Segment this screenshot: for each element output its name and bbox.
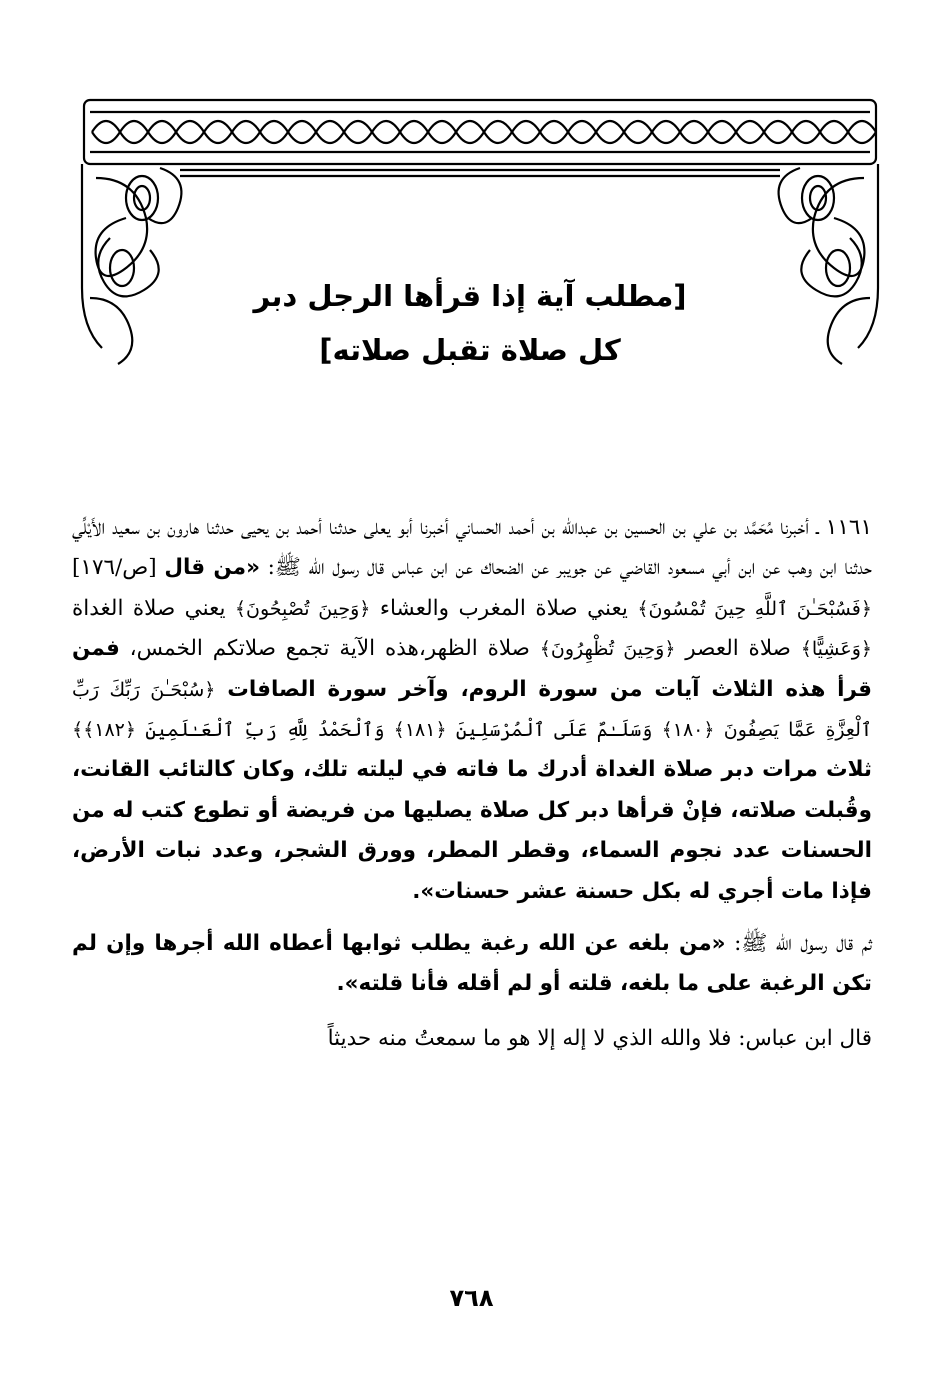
second-paragraph xyxy=(72,924,872,1005)
third-paragraph xyxy=(72,1019,872,1059)
quran-verse: ﴿وَحِينَ تُصْبِحُونَ﴾ xyxy=(234,597,371,620)
isnad-text: ١١٦١ ـ أخبرنا مُحَمَّد بن علي بن الحسين بن عبدالله بن أحمد الحساني أخبرنا أبو يعلى حدثنا أحمد بن يحيى حدثنا هارون بن سعيد الأَيْلِّي حدثنا ابن وهب عن ابن أبي مسعود القاضي عن جويبر عن الضحاك عن ابن عباس قال رسول الله ﷺ: xyxy=(72,515,873,581)
explanation-text: يعني صلاة الغداة xyxy=(72,595,235,621)
explanation-text: يعني صلاة المغرب والعشاء xyxy=(370,595,638,621)
quran-verse: ﴿فَسُبْحَـٰنَ ٱللَّهِ حِينَ تُمْسُونَ﴾ xyxy=(637,597,872,620)
narration-text: قال ابن عباس: فلا والله الذي لا إله إلا هو ما سمعتُ منه حديثاً xyxy=(327,1025,872,1051)
quran-verse: ﴿سُبْحَـٰنَ رَبِّكَ رَبِّ ٱلْعِزَّةِ عَمَّا يَصِفُونَ ﴿١٨٠﴾ وَسَلَـٰمٌ عَلَى ٱلْمُرْسَلِينَ ﴿١٨١﴾ وَٱلْحَمْدُ لِلَّهِ رَبِّ ٱلْعَـٰلَمِينَ ﴿١٨٢﴾﴾ xyxy=(72,678,872,742)
hadith-paragraph xyxy=(72,508,872,912)
section-title-line-2: كل صلاة تقبل صلاته] xyxy=(319,333,621,367)
section-title-line-1: [مطلب آية إذا قرأها الرجل دبر xyxy=(253,279,687,313)
hadith-bold-text: فمن قرأ هذه الثلاث آيات من سورة الروم، وآخر سورة الصافات xyxy=(72,636,872,702)
hadith-quote-start: «من قال xyxy=(164,555,260,581)
page-number: ٧٦٨ xyxy=(449,1284,494,1312)
narration-intro: ثم قال رسول اللّه ﷺ: xyxy=(725,931,872,957)
hadith-bold-text: «من بلغه عن الله رغبة يطلب ثوابها أعطاه الله أجرها وإن لم تكن الرغبة على ما بلغه، قلته أو لم أقله فأنا قلته». xyxy=(72,931,872,997)
hadith-bold-text: ثلاث مرات دبر صلاة الغداة أدرك ما فاته في ليلته تلك، وكان كالتائب القانت، وقُبلت صلاته، فإنْ قرأها دبر كل صلاة يصليها من فريضة أو تطوع كتب له من الحسنات عدد نجوم السماء، وقطر المطر، وورق الشجر، وعدد نبات الأرض، فإذا مات أجري له بكل حسنة عشر حسنات». xyxy=(72,757,872,904)
explanation-text: صلاة الظهر،هذه الآية تجمع صلاتكم الخمس، xyxy=(119,636,540,662)
quran-verse: ﴿وَعَشِيًّا﴾ xyxy=(800,638,872,661)
main-text xyxy=(72,508,872,1059)
explanation-text: صلاة العصر xyxy=(675,636,801,662)
page-reference: [ص/١٧٦] xyxy=(72,555,165,581)
quran-verse: ﴿وَحِينَ تُظْهِرُونَ﴾ xyxy=(539,638,676,661)
